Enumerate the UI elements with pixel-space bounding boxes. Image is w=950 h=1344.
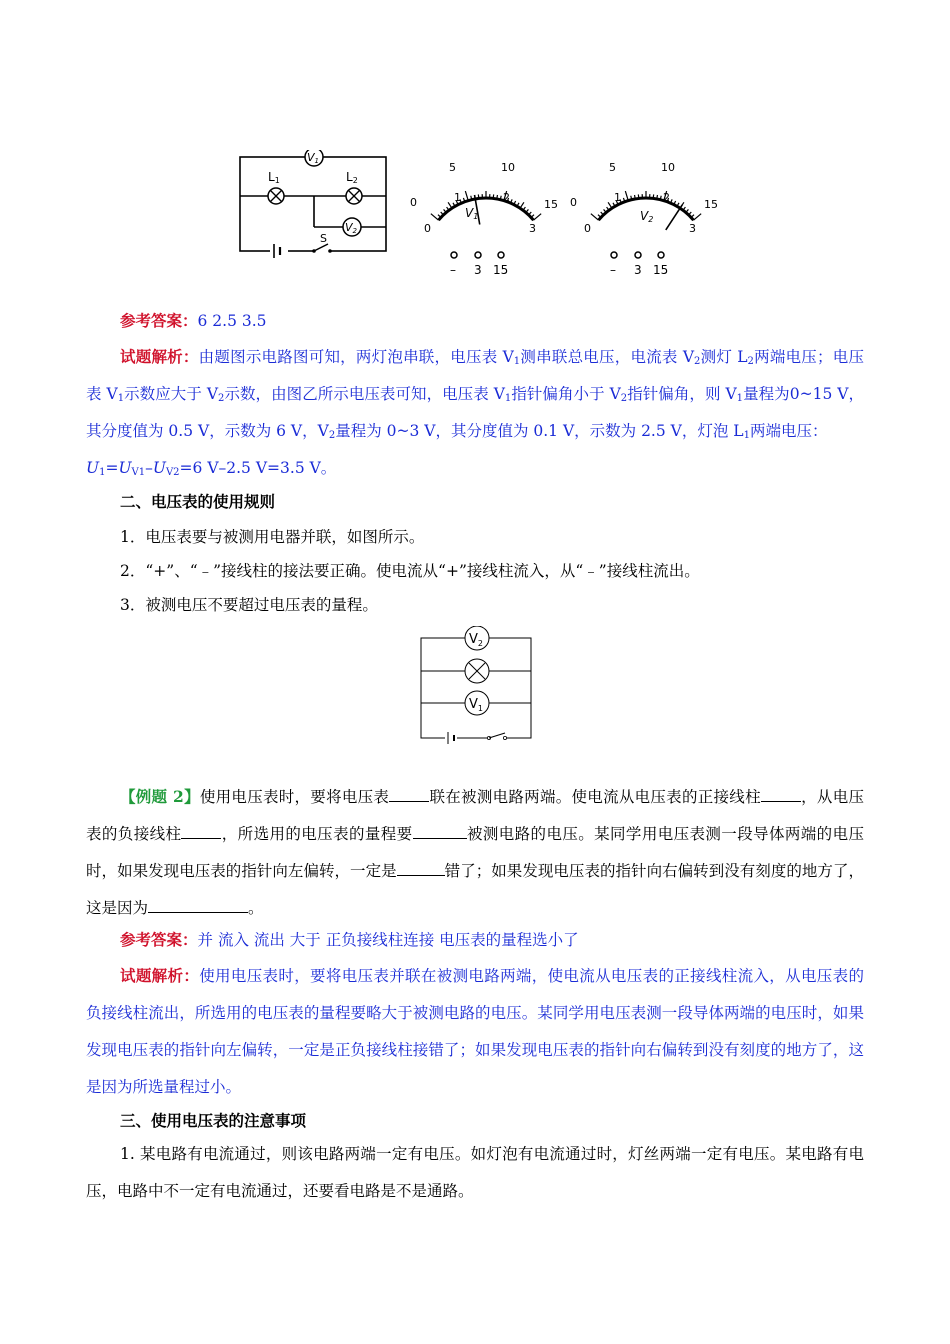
section-2-rule-2: 2．“+”、“﹣”接线柱的接法要正确。使电流从“+”接线柱流入，从“﹣”接线柱流出。 (120, 562, 700, 580)
v1-top-0: 0 (410, 196, 417, 209)
section-3-item-1: 1. 某电路有电流通过，则该电路两端一定有电压。如灯泡有电流通过时，灯丝两端一定有电压。某电路有电压，电路中不一定有电流通过，还要看电路是不是通路。 (86, 1145, 864, 1200)
section-2-title: 二、电压表的使用规则 (120, 492, 276, 511)
v2-bot-3: 3 (689, 222, 696, 235)
v1-bot-1: 1 (454, 191, 461, 204)
section-2-rule-1: 1．电压表要与被测用电器并联，如图所示。 (120, 528, 425, 546)
v1-top-5: 5 (449, 161, 456, 174)
answer-1 (120, 311, 267, 331)
svg-text:3: 3 (474, 263, 482, 277)
v1-terminals (450, 252, 508, 277)
svg-text:L1: L1 (268, 170, 280, 185)
answer-1-label: 参考答案： (120, 311, 198, 330)
v1-top-15: 15 (544, 198, 558, 211)
m2-needle (666, 205, 682, 230)
svg-text:15: 15 (653, 263, 669, 277)
v1-bot-0: 0 (424, 222, 431, 235)
section-3-title: 三、使用电压表的注意事项 (120, 1111, 307, 1130)
svg-text:V2: $V_2$ (469, 632, 483, 648)
v1-top-10: 10 (501, 161, 515, 174)
circuit-diagram (240, 157, 386, 251)
figure-circuit-meters (236, 150, 726, 280)
v1-label: V1 (465, 206, 479, 221)
v1-bot-2: 2 (503, 191, 510, 204)
v2-label: V2 (640, 209, 654, 224)
v2-terminals (610, 252, 668, 277)
v2-top-15: 15 (704, 198, 718, 211)
svg-text:–: – (450, 263, 456, 277)
analysis-2: 试题解析：使用电压表时，要将电压表并联在被测电路两端，使电流从电压表的正接线柱流入，从电压表的负接线柱流出，所选用的电压表的量程要略大于被测电路的电压。某同学用电压表测一段导体两端的电压时，如果发现电压表的指针向左偏转，一定是正负接线柱接错了；如果发现电压表的指针向右偏转到没有刻度的地方了，这是因为所选量程过小。 (86, 966, 864, 1096)
svg-text:15: 15 (493, 263, 509, 277)
v2-top-10: 10 (661, 161, 675, 174)
voltmeter-v2-dial (570, 161, 718, 277)
answer-2: 参考答案：并 流入 流出 大于 正负接线柱连接 电压表的量程选小了 (120, 930, 579, 949)
section-2-rule-3: 3．被测电压不要超过电压表的量程。 (120, 596, 378, 614)
svg-text:V1: $V_1$ (469, 697, 483, 713)
v2-bot-1: 1 (614, 191, 621, 204)
v2-bot-2: 2 (663, 191, 670, 204)
v2-top-0: 0 (570, 196, 577, 209)
v2-bot-0: 0 (584, 222, 591, 235)
analysis-1: 试题解析：由题图示电路图可知，两灯泡串联，电压表 $V_1$测串联总电压，电流表 $V_2$测灯 $L_2$两端电压；电压表 $V_1$示数应大于 $V_2$示数，由图乙所示电压表可知，电压表 $V_1$指针偏角小于 $V_2$指针偏角，则 $V_1$量程为0~15 V，其分度值为 0.5 V，示数为 6 V，$V_2$量程为 0~3 V，其分度值为 0.1 V，示数为 2.5 V，灯泡 $L_1$两端电压： $U_1=U_{V1}-U_{V2}=6$ V–2.5 V=3.5 V。 (86, 347, 865, 478)
answer-1-text: 6 2.5 3.5 (197, 312, 267, 330)
voltmeter-v1-dial (410, 161, 558, 277)
svg-text:S: S (320, 232, 327, 245)
m1-tick (431, 214, 439, 220)
example-2: 【例题 2】使用电压表时，要将电压表 联在被测电路两端。使电流从电压表的正接线柱 ，从电压表的负接线柱 ，所选用的电压表的量程要 被测电路的电压。某同学用电压表测一段导体两端的电压时，如果发现电压表的指针向左偏转，一定是 错了；如果发现电压表的指针向右偏转到没有刻度的地方了，这是因为 。 (86, 787, 864, 917)
svg-text:3: 3 (634, 263, 642, 277)
v1-bot-3: 3 (529, 222, 536, 235)
svg-text:V1: V1 (307, 151, 319, 165)
v2-top-5: 5 (609, 161, 616, 174)
svg-text:V2: V2 (345, 221, 357, 235)
figure-parallel-circuit (415, 626, 540, 750)
svg-text:L2: L2 (346, 170, 358, 185)
svg-text:–: – (610, 263, 616, 277)
